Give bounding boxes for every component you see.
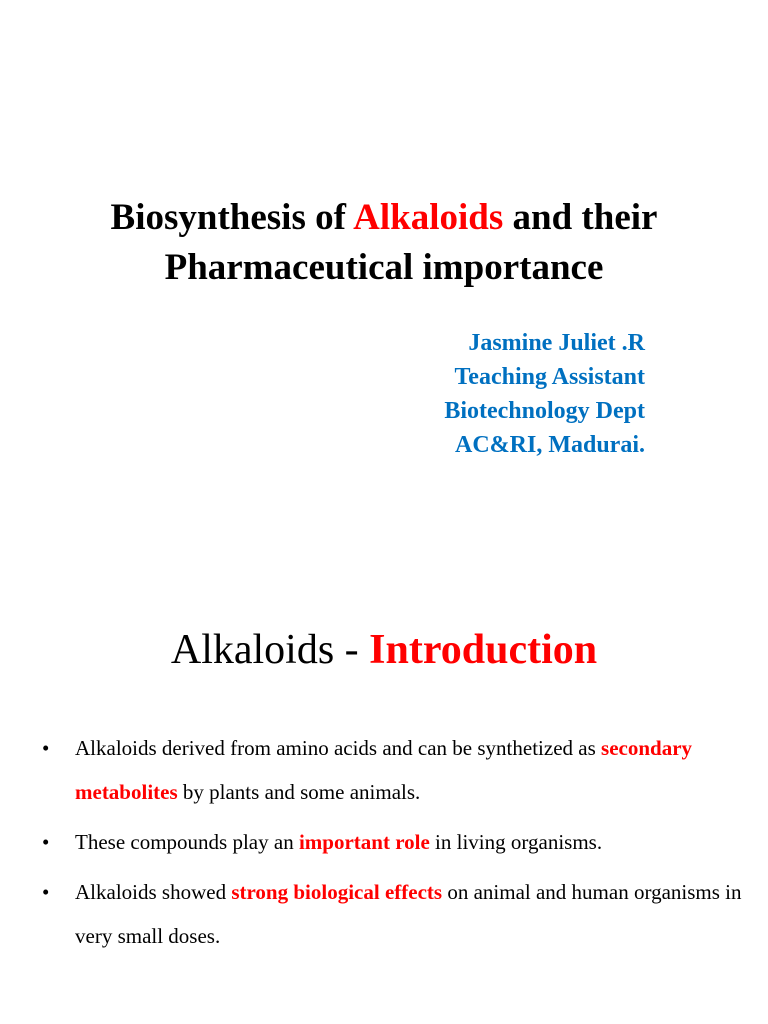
bullet-text: in living organisms. xyxy=(429,830,603,854)
bullet-icon: • xyxy=(42,880,50,904)
list-item xyxy=(42,820,742,864)
author-dept: Biotechnology Dept xyxy=(444,398,645,424)
title-part1: Biosynthesis of xyxy=(110,197,354,238)
bullet-highlight: secondary metabolites xyxy=(75,736,693,804)
author-institution: AC&RI, Madurai. xyxy=(455,432,645,458)
presentation-title xyxy=(0,193,768,293)
bullet-icon: • xyxy=(42,830,50,854)
title-line2: Pharmaceutical importance xyxy=(164,247,604,288)
author-role: Teaching Assistant xyxy=(454,364,645,390)
intro-title-part1: Alkaloids - xyxy=(170,627,370,673)
author-block xyxy=(444,326,645,462)
intro-slide xyxy=(0,512,768,1024)
list-item xyxy=(42,870,742,958)
list-item xyxy=(42,726,742,814)
bullet-highlight: important role xyxy=(298,830,430,854)
bullet-list xyxy=(42,726,742,964)
title-highlight: Alkaloids xyxy=(353,197,504,238)
bullet-text: These compounds play an xyxy=(75,830,299,854)
bullet-icon: • xyxy=(42,736,50,760)
bullet-highlight: strong biological effects xyxy=(231,880,443,904)
author-name: Jasmine Juliet .R xyxy=(468,330,645,356)
bullet-text: by plants and some animals. xyxy=(177,780,421,804)
bullet-text: on animal and human organisms in very small doses. xyxy=(75,880,742,948)
intro-title-highlight: Introduction xyxy=(369,627,598,673)
bullet-text: Alkaloids derived from amino acids and can be synthetized as xyxy=(75,736,602,760)
bullet-text: Alkaloids showed xyxy=(75,880,232,904)
intro-title xyxy=(0,622,768,678)
title-part2: and their xyxy=(503,197,658,238)
